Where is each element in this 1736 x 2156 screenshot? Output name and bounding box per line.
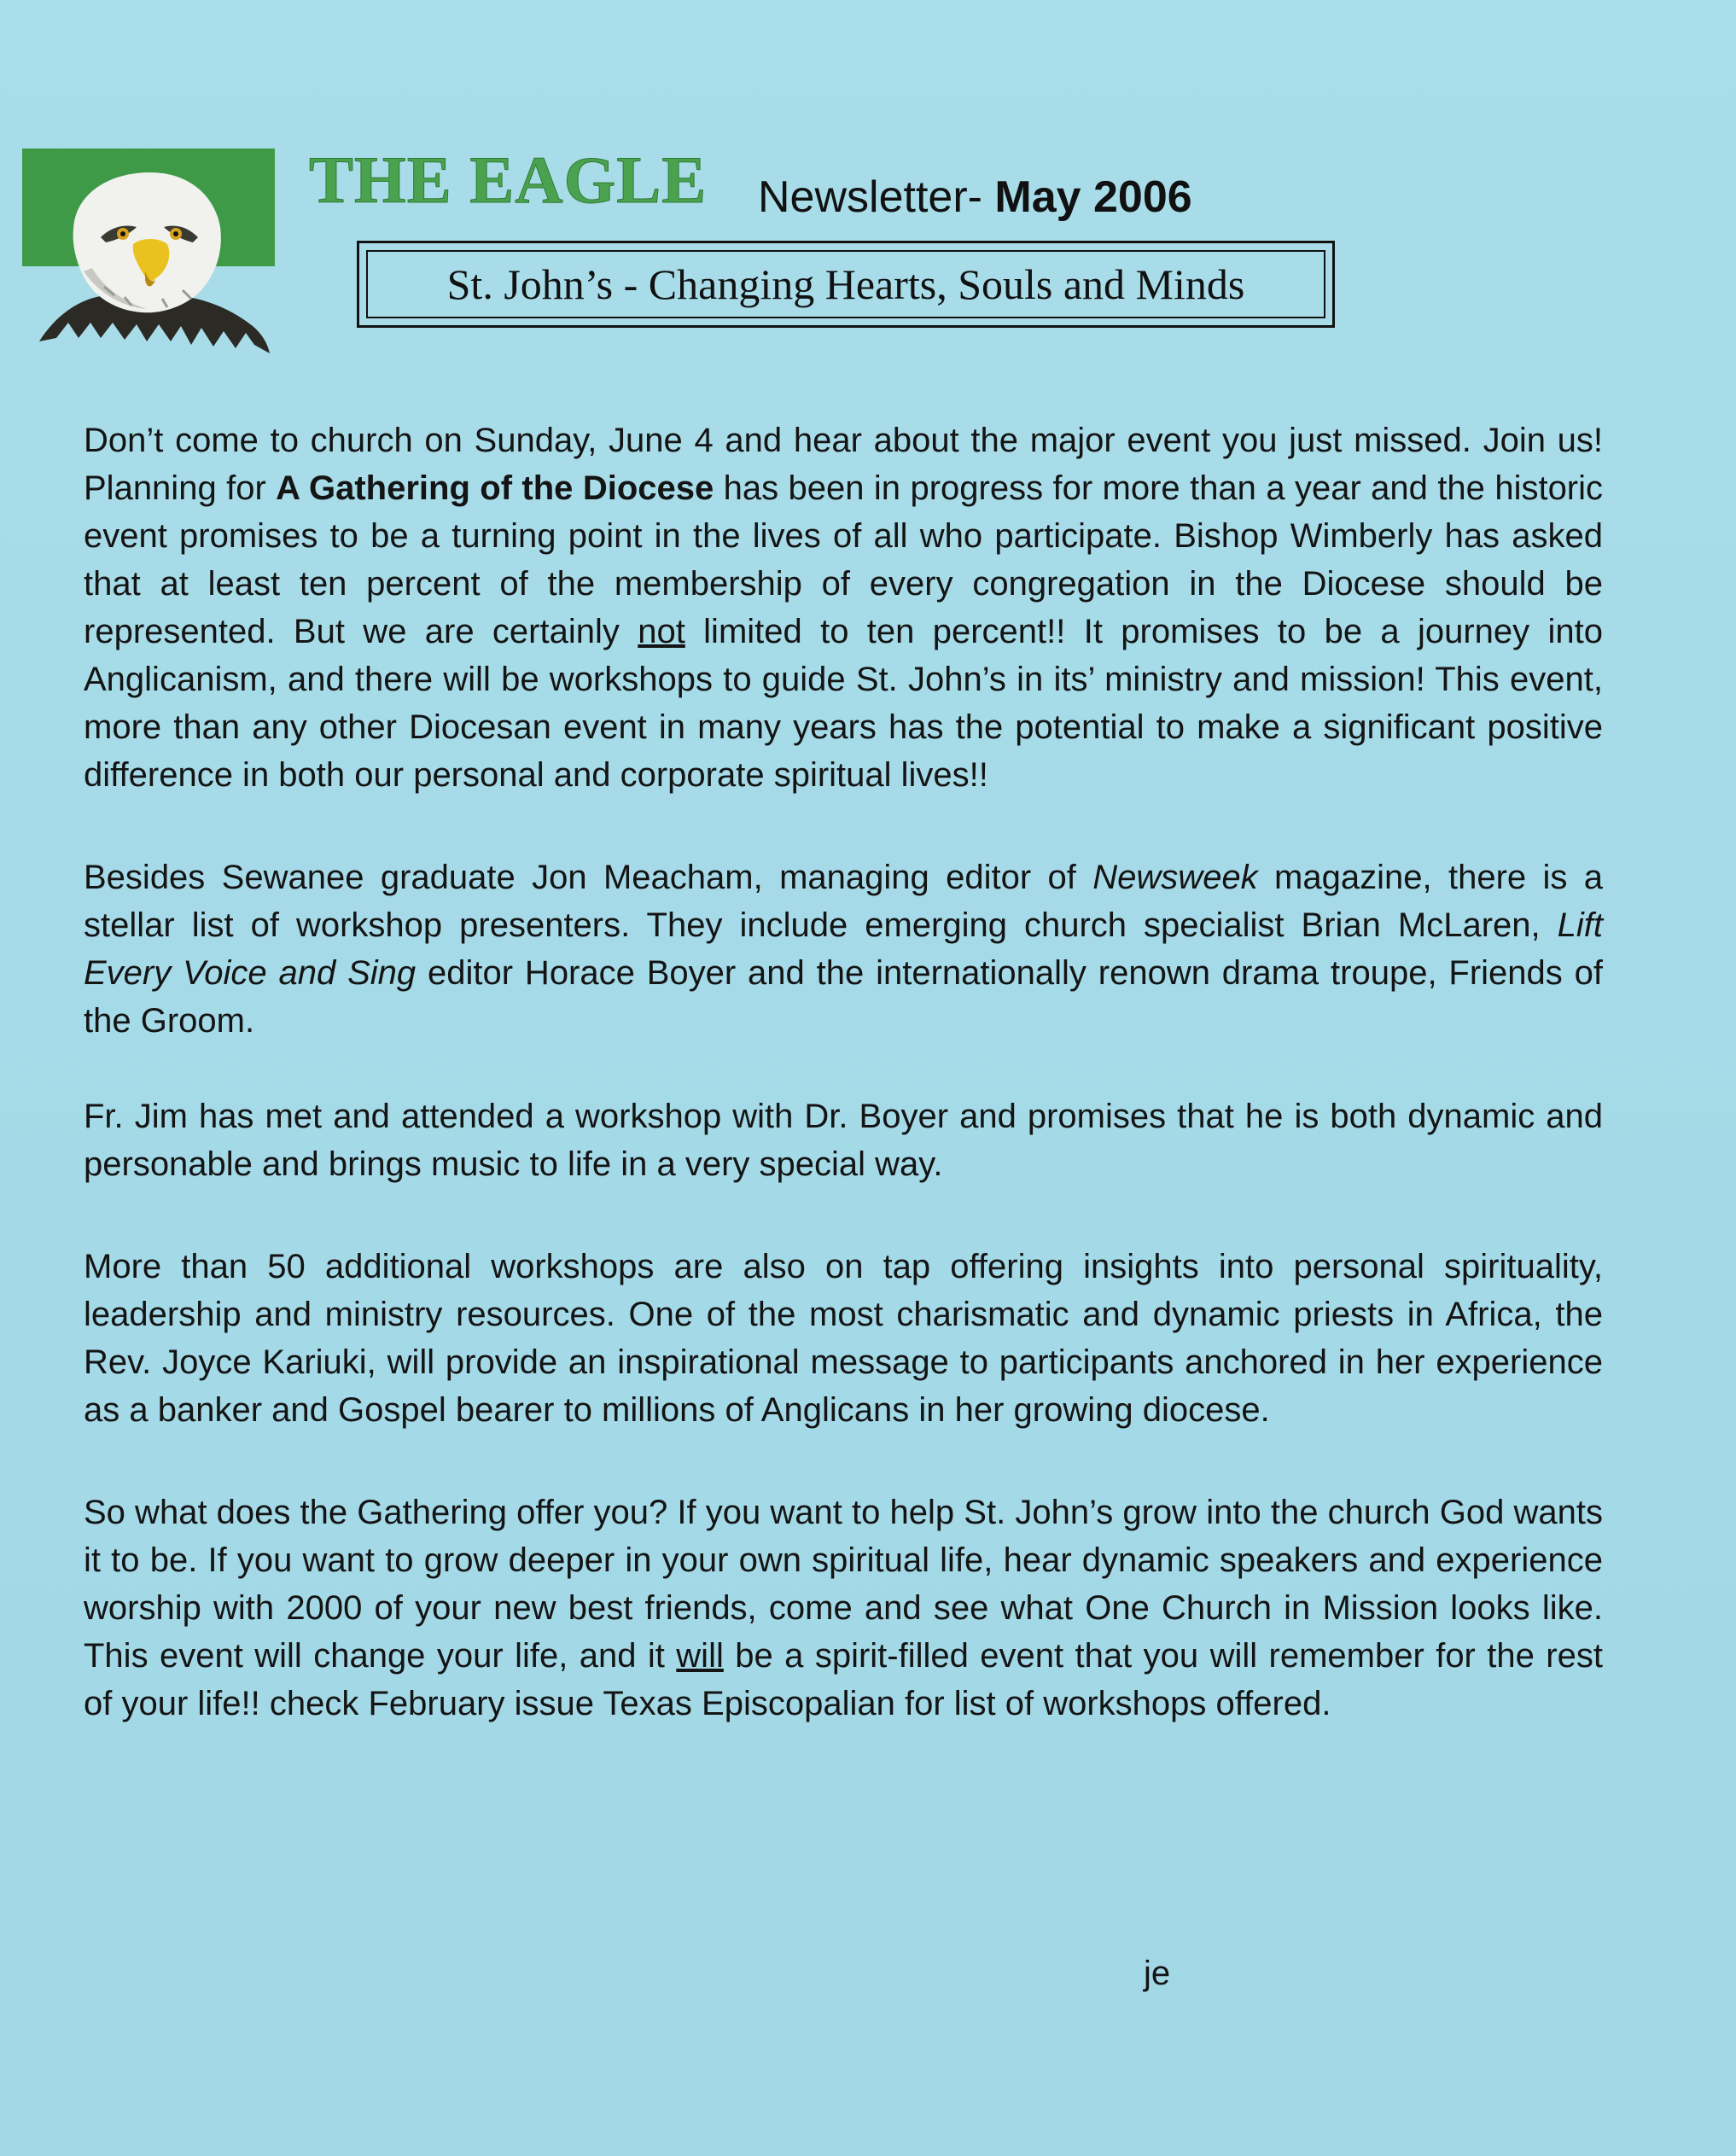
underlined-word: will xyxy=(676,1637,724,1675)
paragraph-text: editor Horace Boyer and the internationally renown drama troupe, Friends of the Groom. xyxy=(84,954,1603,1040)
issue-line xyxy=(758,172,1192,222)
newsletter-label: Newsletter- xyxy=(758,172,982,222)
paragraph-workshops: More than 50 additional workshops are also on tap offering insights into personal spirituality, leadership and ministry resources. One of the most charismatic and dynamic priests in Africa, the Rev. Joyce Kariuki, will provide an inspirational message to participants anchored in her experience as a banker and Gospel bearer to millions of Anglicans in her growing diocese. xyxy=(84,1248,1603,1429)
paragraph-gathering-intro xyxy=(84,417,1603,799)
issue-date: May 2006 xyxy=(994,172,1192,222)
author-initials: je xyxy=(1144,1955,1171,1992)
paragraph-fr-jim: Fr. Jim has met and attended a workshop with Dr. Boyer and promises that he is both dynamic and personable and brings music to life in a very special way. xyxy=(84,1098,1603,1183)
paragraph-text: Besides Sewanee graduate Jon Meacham, managing editor of xyxy=(84,859,1093,896)
tagline-box xyxy=(357,241,1335,328)
paragraph-presenters xyxy=(84,854,1603,1045)
paragraph-text: Don’t come to church on Sunday, June 4 and hear about the major event you just missed. Join us! Planning for xyxy=(84,422,1603,507)
paragraph-what-offers xyxy=(84,1489,1603,1728)
hymnal-title-italic: Lift Every Voice and Sing xyxy=(84,906,1603,992)
tagline: St. John’s - Changing Hearts, Souls and Minds xyxy=(446,260,1245,308)
eagle-head-icon xyxy=(22,143,278,358)
paragraph-text: limited to ten percent!! It promises to be a journey into Anglicanism, and there will be workshops to guide St. John’s in its’ ministry and mission! This event, more than any other Diocesan event in many years has the potential to make a significant positive difference in both our personal and corporate spiritual lives!! xyxy=(84,613,1604,794)
underlined-word: not xyxy=(638,613,685,650)
paragraph-text: So what does the Gathering offer you? If you want to help St. John’s grow into the church God wants it to be. If you want to grow deeper in your own spiritual life, hear dynamic speakers and experience worship with 2000 of your new best friends, come and see what One Church in Mission looks like. This event will change your life, and it xyxy=(84,1494,1603,1675)
paragraph-text: magazine, there is a stellar list of workshop presenters. They include emerging church specialist Brian McLaren, xyxy=(84,859,1604,944)
eagle-logo xyxy=(22,143,278,358)
article-body xyxy=(84,417,1603,1728)
paragraph-text: has been in progress for more than a year and the historic event promises to be a turning point in the lives of all who participate. Bishop Wimberly has asked that at least ten percent of the membership of every congregation in the Diocese should be represented. But we are certainly xyxy=(84,469,1604,650)
event-name-bold: A Gathering of the Diocese xyxy=(276,469,714,507)
newsletter-title: THE EAGLE xyxy=(309,143,708,217)
paragraph-text: be a spirit-filled event that you will remember for the rest of your life!! check February issue Texas Episcopalian for list of workshops offered. xyxy=(84,1637,1603,1722)
tagline-inner-border xyxy=(366,250,1325,318)
magazine-title-italic: Newsweek xyxy=(1092,859,1258,896)
